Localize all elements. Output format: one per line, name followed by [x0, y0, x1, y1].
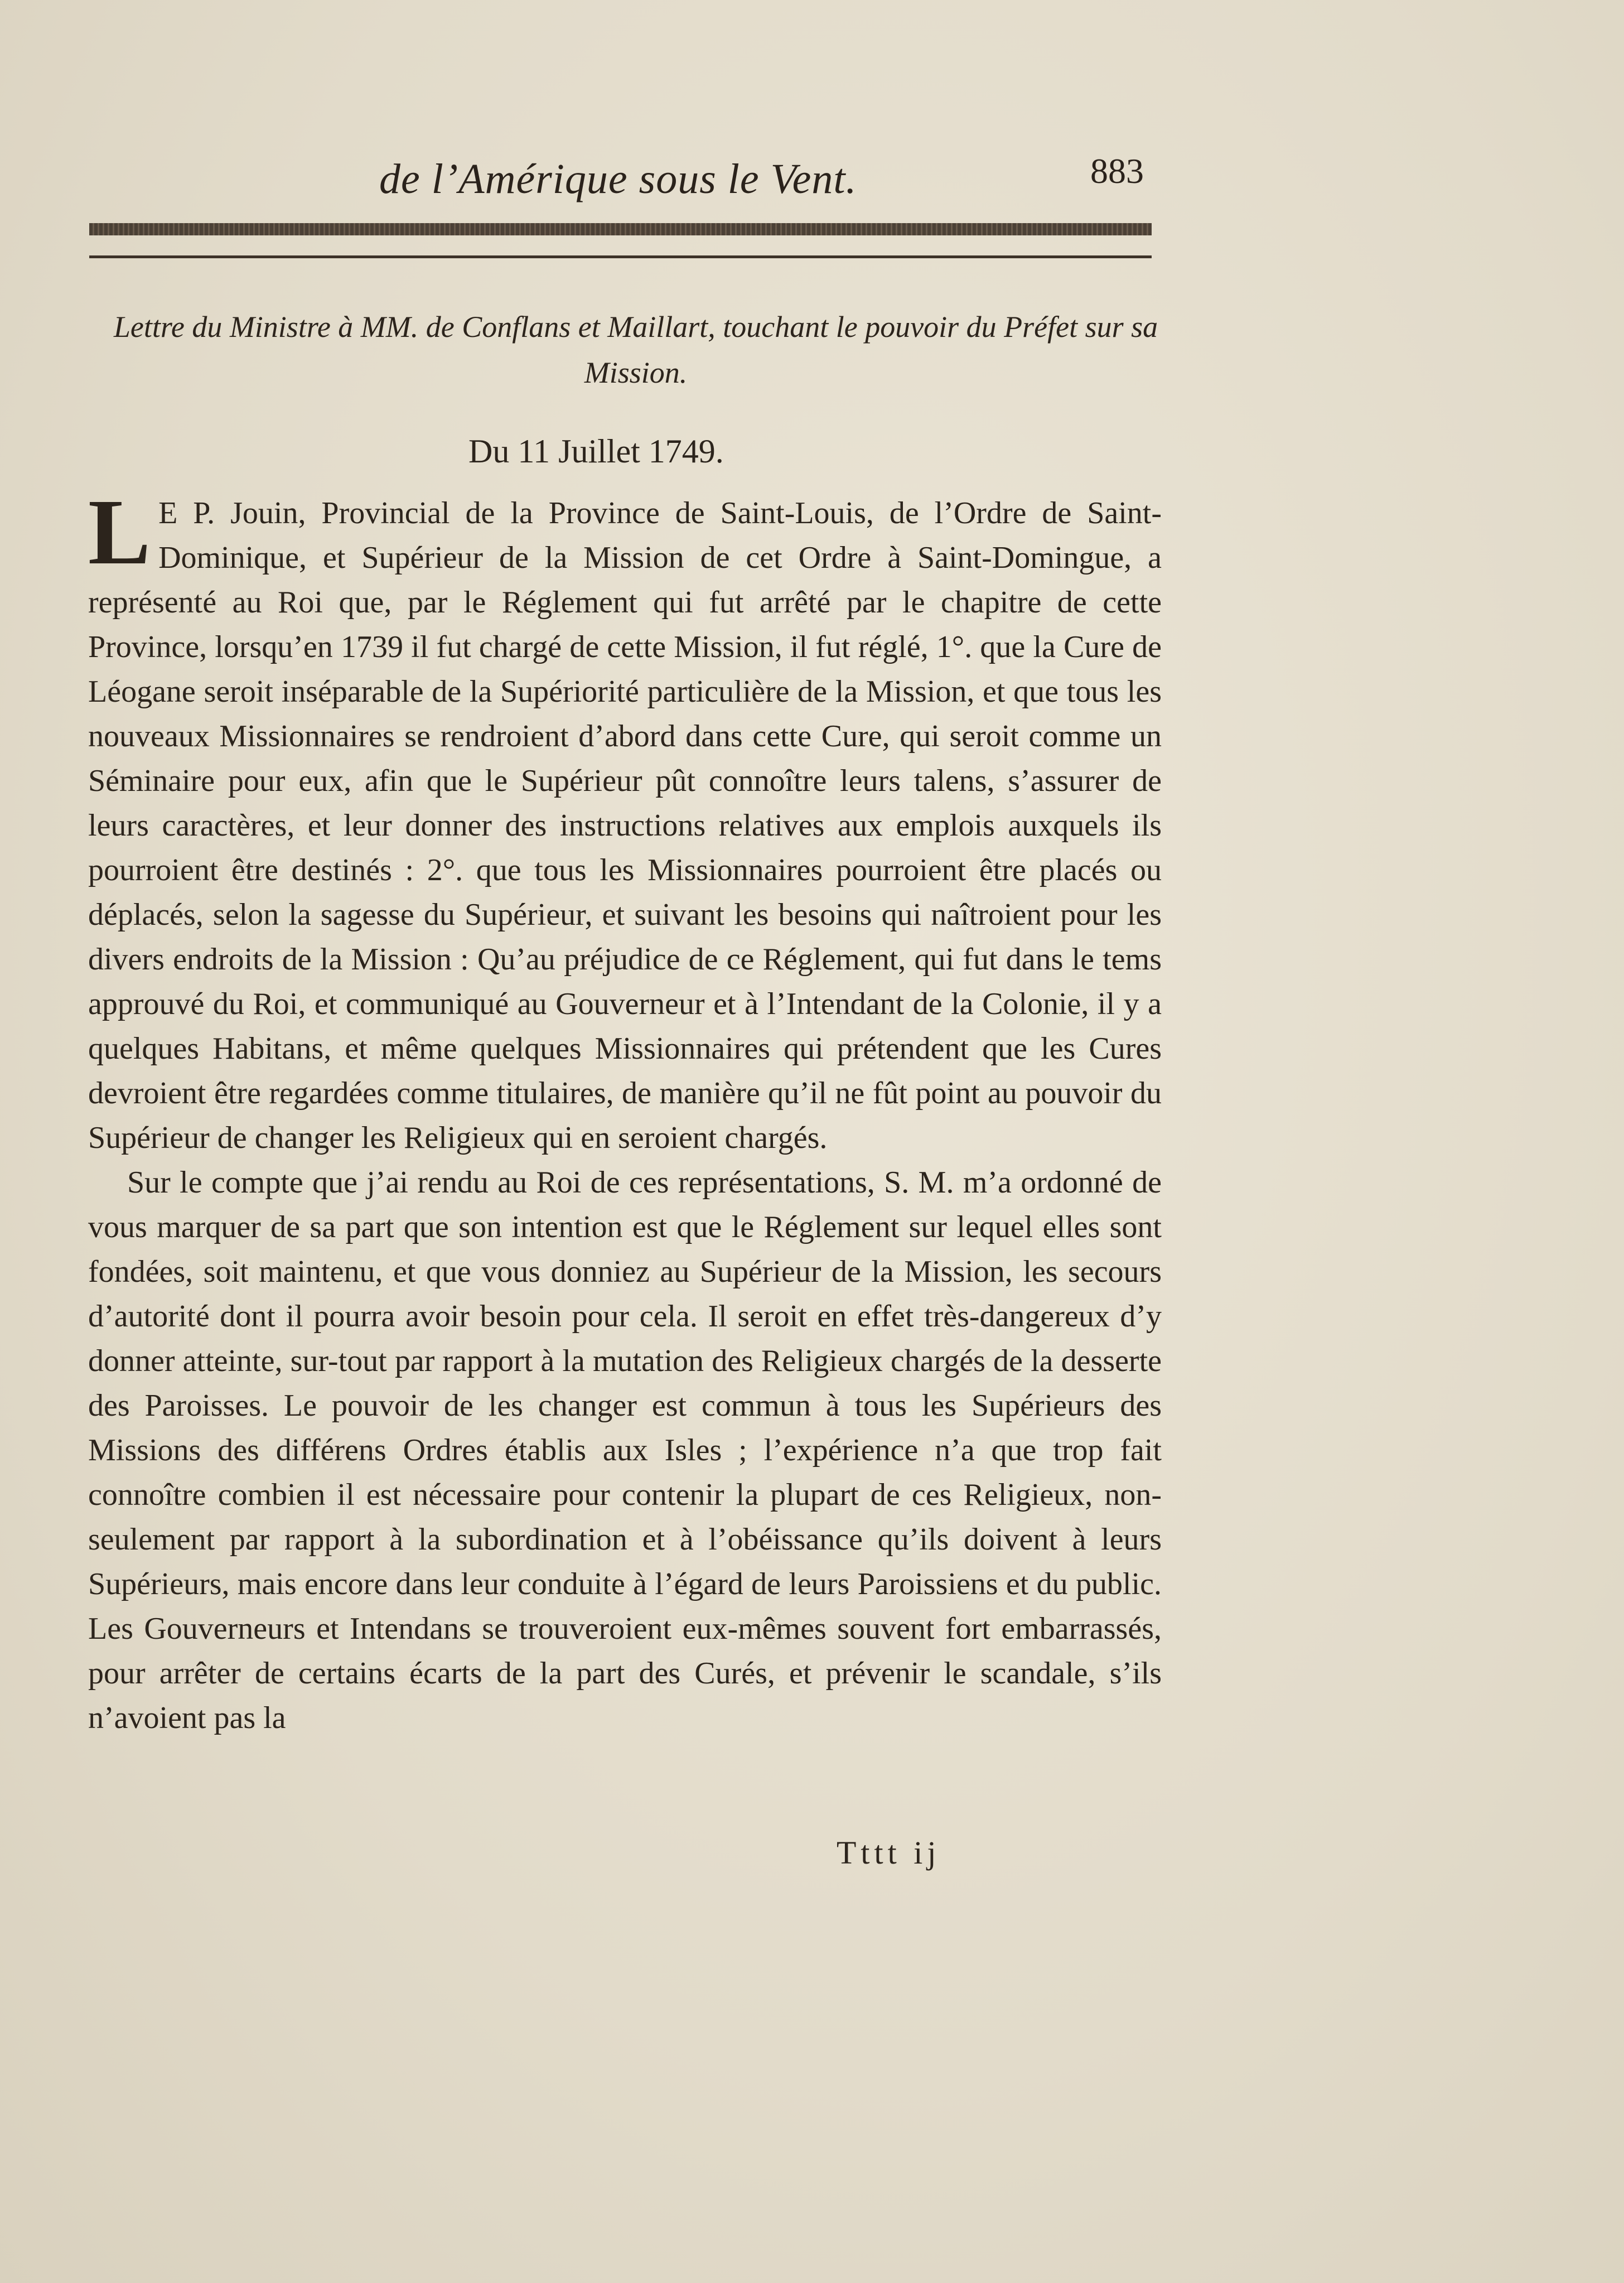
drop-cap: L — [88, 480, 151, 584]
signature-mark: Tttt ij — [837, 1835, 941, 1871]
running-title: de l’Amérique sous le Vent. — [379, 156, 857, 202]
paragraph-2: Sur le compte que j’ai rendu au Roi de ces représentations, S. M. m’a ordonné de vous marquer de sa part que son intention est que le Réglement sur lequel elles sont fondées, soit maintenu, et que vous donniez au Supérieur de la Mission, les secours d’autorité dont il pourra avoir besoin pour cela. Il seroit en effet très-dangereux d’y donner atteinte, sur-tout par rapport à la mutation des Religieux chargés de la desserte des Paroisses. Le pouvoir de les changer est commun à tous les Supérieurs des Missions des différens Ordres établis aux Isles ; l’expérience n’a que trop fait connoître combien il est nécessaire pour contenir la plupart de ces Religieux, non-seulement par rapport à la subordination et à l’obéissance qu’ils doivent à leurs Supérieurs, mais encore dans leur conduite à l’égard de leurs Paroissiens et du public. Les Gouverneurs et Intendans se trouveroient eux-mêmes souvent fort embarrassés, pour arrêter de certains écarts de la part des Curés, et prévenir le scandale, s’ils n’avoient pas la — [88, 1165, 1162, 1735]
paragraph-1 — [88, 480, 1162, 1160]
letter-date: Du 11 Juillet 1749. — [468, 433, 724, 470]
page-number: 883 — [1090, 151, 1144, 191]
paragraph-1-text: E P. Jouin, Provincial de la Province de Saint-Louis, de l’Ordre de Saint-Dominique, et Supérieur de la Mission de cet Ordre à Saint-Domingue, a représenté au Roi que, par le Réglement qui fut arrêté par le chapitre de cette Province, lorsqu’en 1739 il fut chargé de cette Mission, il fut réglé, 1°. que la Cure de Léogane seroit inséparable de la Supériorité particulière de la Mission, et que tous les nouveaux Missionnaires se rendroient d’abord dans cette Cure, qui seroit comme un Séminaire pour eux, afin que le Supérieur pût connoître leurs talens, s’assurer de leurs caractères, et leur donner des instructions relatives aux emplois auxquels ils pourroient être destinés : 2°. que tous les Missionnaires pourroient être placés ou déplacés, selon la sagesse du Supérieur, et suivant les besoins qui naîtroient pour les divers endroits de la Mission : Qu’au préjudice de ce Réglement, qui fut dans le tems approuvé du Roi, et communiqué au Gouverneur et à l’Intendant de la Colonie, il y a quelques Habitans, et même quelques Missionnaires qui prétendent que les Cures devroient être regardées comme titulaires, de manière qu’il ne fût point au pouvoir du Supérieur de changer les Religieux qui en seroient chargés. — [88, 496, 1162, 1155]
letter-body — [88, 480, 1162, 1740]
letter-title: Lettre du Ministre à MM. de Conflans et Maillart, touchant le pouvoir du Préfet sur sa Mission. — [113, 310, 1158, 389]
header-rule — [89, 255, 1152, 258]
ornamental-rule — [89, 223, 1152, 235]
